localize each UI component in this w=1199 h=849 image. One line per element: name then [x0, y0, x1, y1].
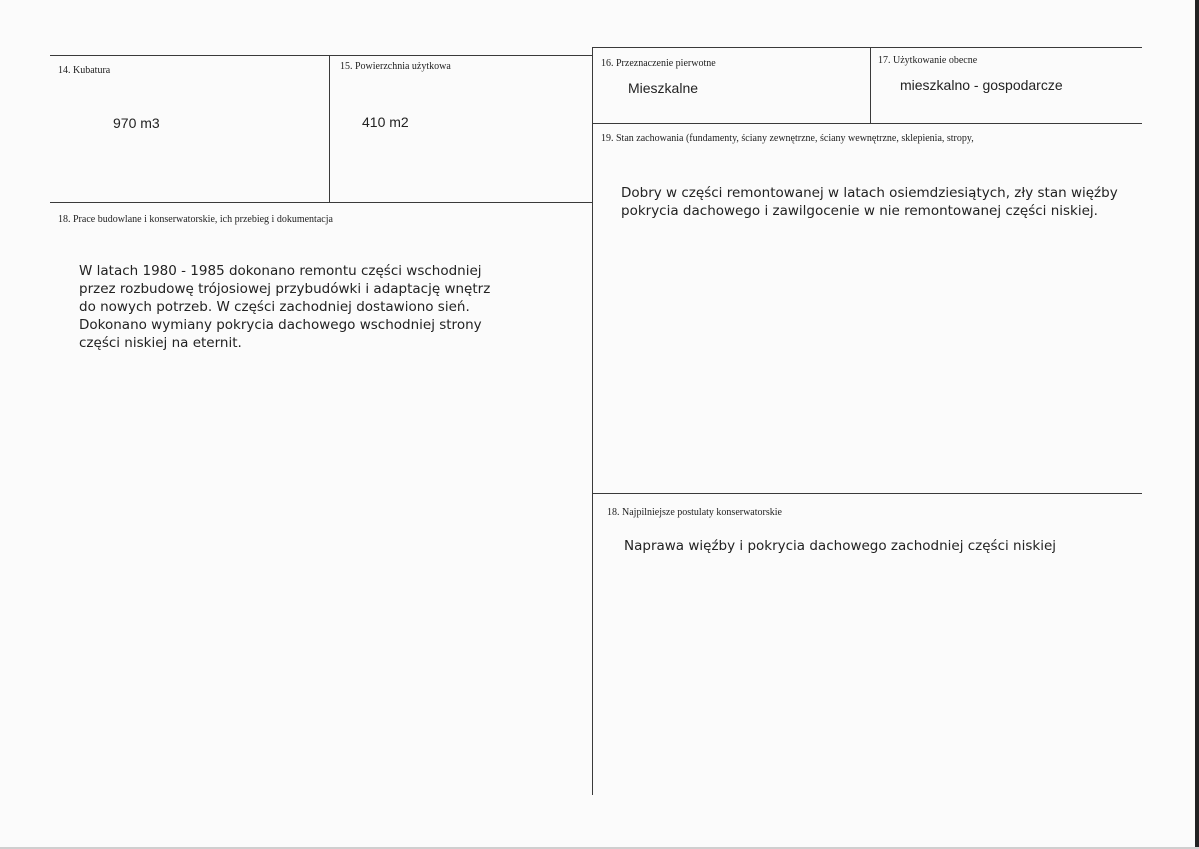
value-postulaty: Naprawa więźby i pokrycia dachowego zachodniej części niskiej [624, 538, 1057, 554]
label-postulaty: 18. Najpilniejsze postulaty konserwatorskie [607, 507, 782, 518]
scan-right-edge [1195, 0, 1199, 849]
label-uzytkowanie: 17. Użytkowanie obecne [878, 55, 978, 66]
value-kubatura: 970 m3 [113, 115, 160, 131]
value-przeznaczenie: Mieszkalne [628, 80, 699, 96]
label-stan-zachowania: 19. Stan zachowania (fundamenty, ściany zewnętrzne, ściany wewnętrzne, sklepienia, stropy, [601, 133, 974, 144]
label-prace-budowlane: 18. Prace budowlane i konserwatorskie, ich przebieg i dokumentacja [58, 214, 333, 225]
top-rule-left [50, 55, 592, 56]
label-powierzchnia: 15. Powierzchnia użytkowa [340, 61, 451, 72]
rule-below-14-15 [50, 202, 592, 203]
divider-14-15 [329, 55, 330, 203]
label-kubatura: 14. Kubatura [58, 65, 111, 76]
rule-below-16-17 [592, 123, 1142, 124]
value-prace-budowlane: W latach 1980 - 1985 dokonano remontu części wschodniej przez rozbudowę trójosiowej przybudówki i adaptację wnętrz do nowych potrzeb. W części zachodniej dostawiono sień. Dokonano wymiany pokrycia dachowego wschodniej strony części niskiej na eternit. [79, 263, 491, 351]
rule-above-postulaty [592, 493, 1142, 494]
label-przeznaczenie: 16. Przeznaczenie pierwotne [601, 58, 716, 69]
divider-16-17 [870, 47, 871, 124]
value-powierzchnia: 410 m2 [362, 114, 409, 130]
main-column-divider [592, 47, 593, 795]
top-rule-right [592, 47, 1142, 48]
value-stan-zachowania: Dobry w części remontowanej w latach osiemdziesiątych, zły stan więźby pokrycia dachowego i zawilgocenie w nie remontowanej części niskiej. [621, 185, 1118, 219]
value-uzytkowanie: mieszkalno - gospodarcze [900, 77, 1063, 93]
